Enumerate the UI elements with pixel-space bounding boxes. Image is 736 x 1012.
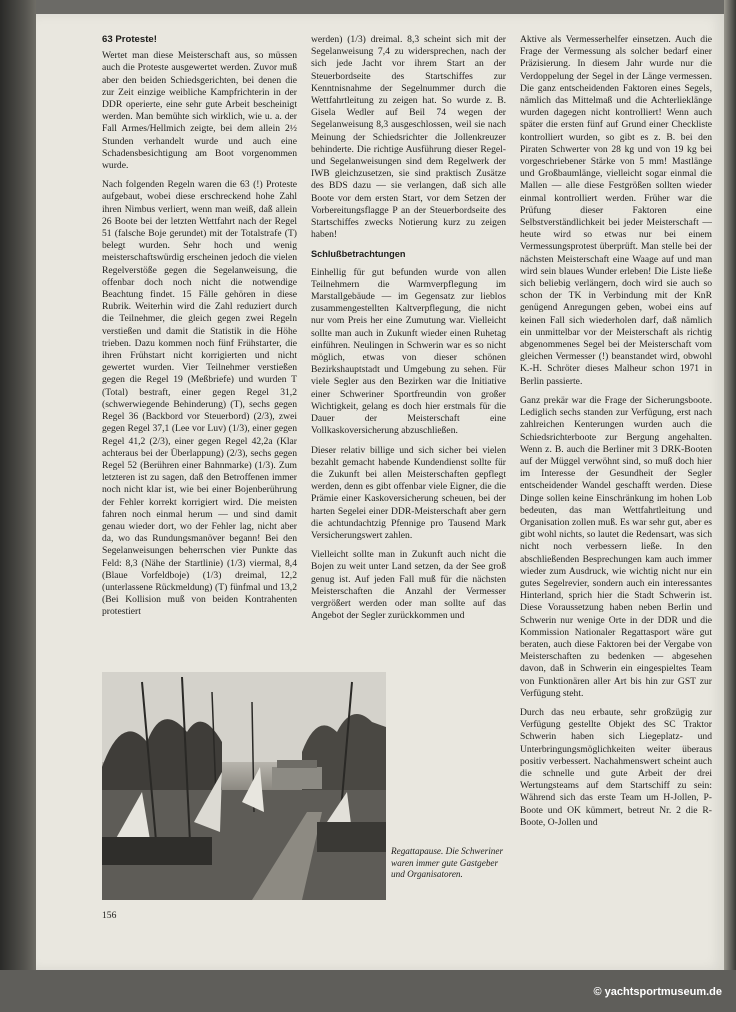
- paragraph: Durch das neu erbaute, sehr großzügig zur Verfügung gestellte Objekt des SC Traktor Schwerin haben sich Liegeplatz- und Unterbringungsmöglichkeiten weiter überaus positiv verbessert. Nachahmenswert scheint auch die schnelle und gute Arbeit der drei Wertungsteams auf dem Startschiff zu sein: Während sich das erste Team um H-Jollen, P-Boote und OK kümmert, betreut Nr. 2 die R-Boote, O-Jollen und: [520, 706, 712, 828]
- paragraph: Einhellig für gut befunden wurde von allen Teilnehmern die Warmverpflegung im Marstallgebäude — im Gegensatz zur lieblos zusammengestellten Kaltverpflegung, die nicht nur vom Preis her eine Zumutung war. Vielleicht sollte man auch in Zukunft wieder einen Ruhetag einführen. Neulingen in Schwerin war es so nicht möglich, etwas von dieser schönen Bezirkshauptstadt und Umgebung zu sehen. Für viele Segler aus den Bezirken war die Initiative einer Schweriner Sportfreundin von großer Wichtigkeit, gelang es doch hier erstmals für die Dauer der Meisterschaft eine Vollkaskoversicherung abzuschließen.: [311, 266, 506, 437]
- photo-caption: Regattapause. Die Schweriner waren immer gute Gastgeber und Organisatoren.: [391, 846, 504, 880]
- paragraph: werden) (1/3) dreimal. 8,3 scheint sich mit der Segelanweisung 7,4 zu widersprechen, nach der sich jede Jacht vor ihrem Start an der Steuerbordseite des Startschiffes zur Kenntnisnahme der Segelnummer durch die Wettfahrtleitung zu zeigen hat. So wurde z. B. Gisela Wedler auf Beil 74 wegen der Segelanweisung 8,3 ausgeschlossen, weil sie nach Meinung der Schiedsrichter die Jollenkreuzer behinderte. Die richtige Ausführung dieser Regel- und Segelanweisungen sind dem Regelwerk der IWB gleichzusetzen, sie sind praktisch Zusätze des BDS dazu — sie verlangen, daß sich alle Boote vor dem ersten Start, vor dem Setzen der Vorbereitungsflagge P an der Steuerbordseite des Startschiffes zwecks Notierung kurz zu zeigen haben!: [311, 34, 506, 241]
- paragraph: Vielleicht sollte man in Zukunft auch nicht die Bojen zu weit unter Land setzen, da der See groß genug ist. Auf jeden Fall muß für die nächsten Meisterschaften die Anzahl der Vermesser vergrößert werden oder man sollte auf das Angebot der Segler zurückkommen und: [311, 549, 506, 622]
- book-binding: [0, 0, 36, 1012]
- page-edge: [724, 0, 736, 1012]
- text-column-3: [520, 34, 712, 926]
- watermark: © yachtsportmuseum.de: [593, 986, 722, 998]
- page-number: 156: [102, 910, 117, 921]
- section-heading-proteste: 63 Proteste!: [102, 34, 157, 45]
- text-column-2: [311, 34, 506, 662]
- section-heading-schlussbetrachtungen: Schlußbetrachtungen: [311, 249, 406, 260]
- paragraph: Ganz prekär war die Frage der Sicherungsboote. Lediglich sechs standen zur Verfügung, erst nach zahlreichen Kenterungen wurden auch die Schiedsrichterboote zur Bergung angehalten. Wenn z. B. auch die Berliner mit 3 DRK-Booten auf der Müggel verwöhnt sind, so muß doch hier im Interesse der Gesundheit der Segler entscheidender Wandel geschafft werden. Diese Dinge sollen keine Einschränkung im hohen Lob bedeuten, das man Wettfahrtleitung und Organisation zollen muß. Es war sehr gut, aber es gibt wohl nichts, so lautet die Redensart, was sich nicht noch verbessern ließe. In den abschließenden Besprechungen kam auch immer wieder zum Ausdruck, wie wichtig nicht nur ein gutes Segelrevier, sondern auch ein interessantes Hinterland, sprich hier die Stadt Schwerin ist. Diese Voraussetzung haben neben Berlin und Schwerin nur wenige Orte in der DDR und die Kommission Nationaler Regattasport wäre gut beraten, auch diese Faktoren bei der Vergabe von Meisterschaften zu bedenken — abgesehen davon, daß in Schwerin ein eingespieltes Team von Funktionären aller Art bis hin zur GST zur Verfügung steht.: [520, 394, 712, 699]
- harbor-scene-image: [102, 672, 386, 900]
- paragraph: Wertet man diese Meisterschaft aus, so müssen auch die Proteste ausgewertet werden. Zuvor muß aber den beiden Schiedsgerichten, bei denen die zur Zeit einzige weibliche Kampfrichterin in der DDR operierte, eine sehr gute Arbeit bescheinigt werden. Man bemühte sich wirklich, wie u. a. der Fall Armes/Hellmich zeigte, bei dem allein 2½ Stunden verhandelt wurde und auch eine Schadensbesichtigung am Boot vorgenommen wurde.: [102, 50, 297, 172]
- paragraph: Aktive als Vermesserhelfer einsetzen. Auch die Frage der Vermessung als solcher bedarf einer Präzisierung. In diesem Jahr wurde nur die Verdoppelung der Segel in der Länge vermessen. Die ganz entscheidenden Faktoren eines Segels, nämlich das Mittelmaß und die Achterlieklänge wurden dagegen nicht kontrolliert! Wenn auch später die ersten fünf auf Grund einer Checkliste kontrolliert wurden, so gibt es z. B. bei den Piraten Schwerter von 28 kg und von 19 kg bei vorgeschriebener Stärke von 5 mm! Mastlänge und Großbaumlänge, vielleicht sogar einmal die Mallen — alle diese Festgrößen sollten wieder einmal kontrolliert werden. Früher war die Prüfung dieser Faktoren eine Selbstverständlichkeit bei jeder Meisterschaft — heute wird so etwas nur bei einem Vermessungsprotest überprüft. Man stelle bei der nächsten Meisterschaft eine Waage auf und man wird sein blaues Wunder erleben! Die Liste ließe sich beliebig verlängern, doch wird sie auch so schon der TK in Verbindung mit der KnR genügend Anregungen geben, wobei eins auf keinen Fall sich wiederholen darf, daß nämlich ein unmittelbar vor der Meisterschaft als richtig abgenommenes Segel bei der Meisterschaft vom gleichen Vermesser (!) beanstandet wird, obwohl K.-H. Schröter dieses Malheur schon 1971 in Berlin passierte.: [520, 34, 712, 387]
- paragraph: Nach folgenden Regeln waren die 63 (!) Proteste aufgebaut, wobei diese erschreckend hohe Zahl ihren Nimbus verliert, wenn man weiß, daß allein 26 Boote bei der letzten Wettfahrt nach der Regel 51 (falsche Boje gerundet) mit der Totalstrafe (T) belegt wurden. Sehr hoch und wenig meisterschaftswürdig erscheinen jedoch die vielen Regelverstöße gegen die Segelanweisung, die offenbar doch noch nicht die notwendige Beachtung findet. 15 Fälle gehören in diese Rubrik. Weiterhin wird die Zahl reduziert durch die Teilnehmer, die gleich gegen zwei Regeln verstießen und damit die Statistik in die Höhe trieben. Dazu kommen noch fünf Frühstarter, die ihren Frühstart nicht korrigierten und nicht gewertet wurden. Vier Teilnehmer verstießen gegen die Regel 19 (Meßbriefe) und wurden T (Total) bestraft, einer gegen Regel 31,2 (schwerwiegende Behinderung) (T), sechs gegen Regel 36 (Backbord vor Steuerbord) (2/3), zwei gegen Regel 37,1 (Lee vor Luv) (1/3), einer gegen Regel 41,2 (2/3), einer gegen Regel 42,2a (Klar achteraus bei der Überlappung) (2/3), sechs gegen Regel 52 (Berühren einer Bahnmarke) (1/3). Zum letzteren ist zu sagen, daß den Betroffenen immer noch nicht klar ist, wie bei einer Bojenberührung der Fehler korrekt korrigiert wird. Die meisten fahren noch einmal herum — und sind damit genau wieder dort, wo der Fehler lag, nicht aber da, wo das Rundungsmanöver begann! Bei den Segelanweisungen beherrschen vier Punkte das Feld: 8,3 (Nähe der Startlinie) (1/3) viermal, 8,4 (Blaue Vorfeldboje) (1/3) dreimal, 12,2 (unterlassene Rückmeldung) (T) fünfmal und 13,2 (Bei Kollision muß von beiden Kontrahenten protestiert: [102, 179, 297, 618]
- regatta-photo: [102, 672, 386, 900]
- text-column-1: [102, 34, 297, 662]
- paragraph: Dieser relativ billige und sich sicher bei vielen bezahlt gemacht habende Kundendienst sollte für die Zukunft bei allen Meisterschaften gepflegt werden, denn es gibt offenbar viele Eigner, die die Prämie einer Kaskoversicherung scheuen, bei der harten Segelei einer DDR-Meisterschaft aber gern die achtundachtzig Pfennige pro Tausend Mark Versicherungswert zahlen.: [311, 444, 506, 541]
